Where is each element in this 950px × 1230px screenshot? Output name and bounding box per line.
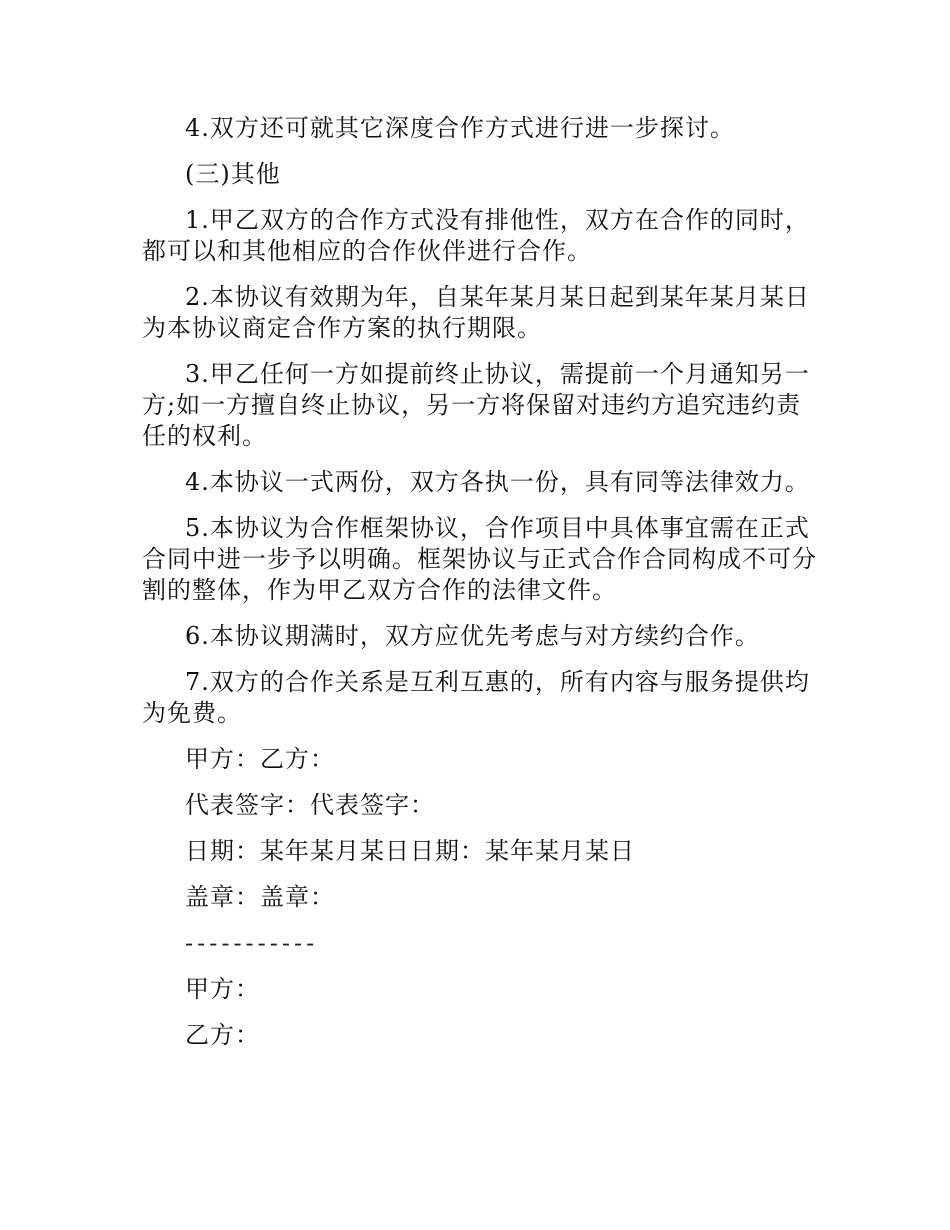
- paragraph-line: 4.本协议一式两份，双方各执一份，具有同等法律效力。: [185, 468, 810, 496]
- party-a-label: 甲方：: [185, 975, 260, 1003]
- paragraph-line: 1.甲乙双方的合作方式没有排他性，双方在合作的同时，: [185, 206, 810, 234]
- section-heading-other: [142, 159, 850, 190]
- paragraph-line: 割的整体，作为甲乙双方合作的法律文件。: [142, 576, 617, 604]
- signature-seals: [142, 882, 850, 913]
- signature-dates-label: 日期：某年某月某日日期：某年某月某日: [185, 837, 635, 865]
- section-heading: (三)其他: [185, 160, 281, 188]
- clause-2: [142, 282, 850, 344]
- paragraph-line: 7.双方的合作关系是互利互惠的，所有内容与服务提供均: [185, 668, 810, 696]
- signature-representatives-label: 代表签字：代表签字：: [185, 791, 435, 819]
- clause-6: [142, 621, 850, 652]
- signature-dates: [142, 836, 850, 867]
- paragraph-cooperation-item-4: [142, 113, 850, 144]
- clause-4: [142, 467, 850, 498]
- footer-party-b: [142, 1020, 850, 1051]
- separator-line: [142, 928, 850, 959]
- paragraph-line: 合同中进一步予以明确。框架协议与正式合作合同构成不可分: [142, 545, 817, 573]
- dashed-separator: -----------: [185, 929, 319, 957]
- clause-7: [142, 667, 850, 729]
- clause-1: [142, 205, 850, 267]
- paragraph-line: 4.双方还可就其它深度合作方式进行进一步探讨。: [185, 114, 735, 142]
- party-b-label: 乙方：: [185, 1021, 260, 1049]
- paragraph-line: 5.本协议为合作框架协议，合作项目中具体事宜需在正式: [185, 514, 810, 542]
- signature-seals-label: 盖章：盖章：: [185, 883, 335, 911]
- paragraph-line: 6.本协议期满时，双方应优先考虑与对方续约合作。: [185, 622, 760, 650]
- clause-3: [142, 359, 850, 452]
- paragraph-line: 方;如一方擅自终止协议，另一方将保留对违约方追究违约责: [142, 391, 802, 419]
- signature-parties-label: 甲方：乙方：: [185, 745, 335, 773]
- paragraph-line: 为免费。: [142, 699, 242, 727]
- paragraph-line: 为本协议商定合作方案的执行期限。: [142, 314, 542, 342]
- footer-party-a: [142, 974, 850, 1005]
- paragraph-line: 2.本协议有效期为年，自某年某月某日起到某年某月某日: [185, 283, 810, 311]
- paragraph-line: 3.甲乙任何一方如提前终止协议，需提前一个月通知另一: [185, 360, 810, 388]
- paragraph-line: 都可以和其他相应的合作伙伴进行合作。: [142, 237, 592, 265]
- paragraph-line: 任的权利。: [142, 422, 267, 450]
- signature-parties: [142, 744, 850, 775]
- signature-representatives: [142, 790, 850, 821]
- clause-5: [142, 513, 850, 606]
